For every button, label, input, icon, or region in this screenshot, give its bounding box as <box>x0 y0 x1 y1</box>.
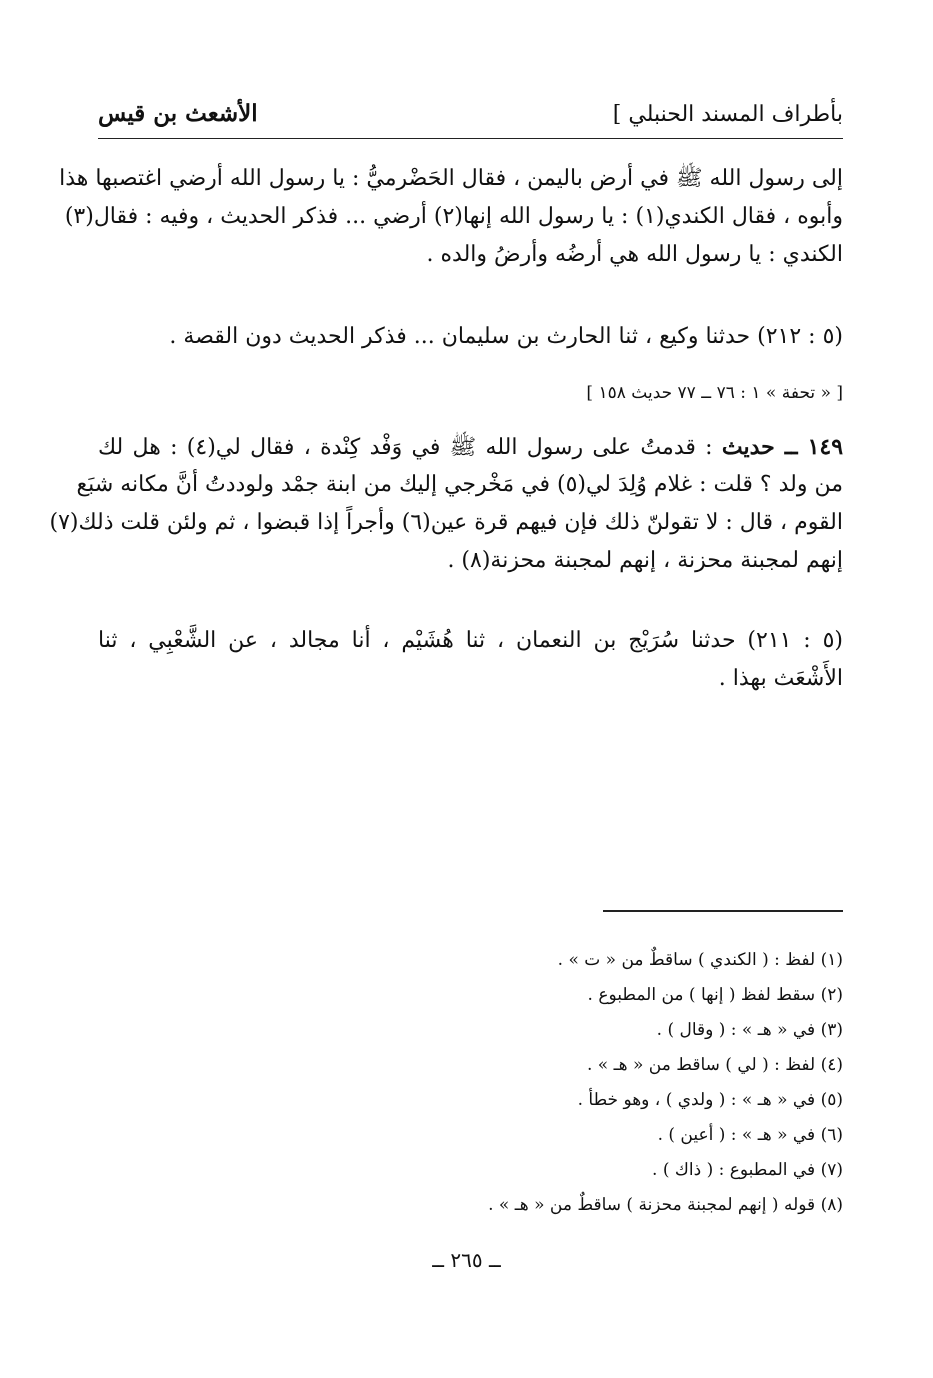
hadith-number: ١٤٩ ــ حديث <box>721 434 844 460</box>
footnote-4: (٤) لفظ : ( لي ) ساقط من « هـ » . <box>587 1055 843 1075</box>
footnote-1: (١) لفظ : ( الكندي ) ساقطٌ من « ت » . <box>557 950 843 970</box>
text-line: وأبوه ، فقال الكندي(١) : يا رسول الله إنها(٢) أرضي ... فذكر الحديث ، وفيه : فقال(٣) <box>64 204 843 229</box>
reference-1 <box>98 318 843 356</box>
book-title: بأطراف المسند الحنبلي ] <box>612 102 843 127</box>
hadith-line: من ولد ؟ قلت : غلام وُلِدَ لي(٥) في مَخْرجي إليك من ابنة جمْد ولوددتُ أنَّ مكانه شبَع <box>76 472 843 497</box>
reference-line: الأَشْعَث بهذا . <box>718 666 843 691</box>
footnote-5: (٥) في « هـ » : ( ولدي ) ، وهو خطأ . <box>577 1090 843 1110</box>
chapter-title: الأشعث بن قيس <box>98 100 258 127</box>
text-line: إلى رسول الله ﷺ في أرض باليمن ، فقال الحَضْرميُّ : يا رسول الله أرضي اغتصبها هذا <box>59 166 843 191</box>
footnote-separator <box>603 910 843 912</box>
footnote-2: (٢) سقط لفظ ( إنها ) من المطبوع . <box>587 985 843 1005</box>
footnote-7: (٧) في المطبوع : ( ذاك ) . <box>652 1160 843 1180</box>
page-number: ــ ٢٦٥ ــ <box>432 1248 501 1272</box>
tuhfa-reference <box>98 374 843 412</box>
hadith-line: إنهم لمجبنة محزنة ، إنهم لمجبنة محزنة(٨) . <box>447 548 843 573</box>
reference-2 <box>98 622 843 698</box>
hadith-text: : قدمتُ على رسول الله ﷺ في وَفْد كِنْدة ، فقال لي(٤) : هل لك <box>98 435 713 460</box>
footnote-6: (٦) في « هـ » : ( أعين ) . <box>657 1125 843 1145</box>
reference-line: (٥ : ٢١٢) حدثنا وكيع ، ثنا الحارث بن سليمان ... فذكر الحديث دون القصة . <box>169 324 843 349</box>
hadith-first-line <box>98 428 843 466</box>
footnote-8: (٨) قوله ( إنهم لمجبنة محزنة ) ساقطٌ من « هـ » . <box>488 1195 843 1215</box>
hadith-149 <box>49 428 844 580</box>
running-header <box>98 98 843 139</box>
paragraph-1 <box>59 160 843 274</box>
hadith-line: القوم ، قال : لا تقولنّ ذلك فإن فيهم قرة عين(٦) وأجراً إذا قبضوا ، ثم ولئن قلت ذلك(٧) <box>49 510 843 535</box>
tuhfa-line: [ « تحفة » ١ : ٧٦ ــ ٧٧ حديث ١٥٨ ] <box>586 383 843 403</box>
text-line: الكندي : يا رسول الله هي أرضُه وأرضُ والده . <box>426 242 843 267</box>
reference-line: (٥ : ٢١١) حدثنا سُرَيْج بن النعمان ، ثنا هُشَيْم ، أنا مجالد ، عن الشَّعْبِي ، ثنا <box>98 628 843 653</box>
footnote-3: (٣) في « هـ » : ( وقال ) . <box>656 1020 843 1040</box>
